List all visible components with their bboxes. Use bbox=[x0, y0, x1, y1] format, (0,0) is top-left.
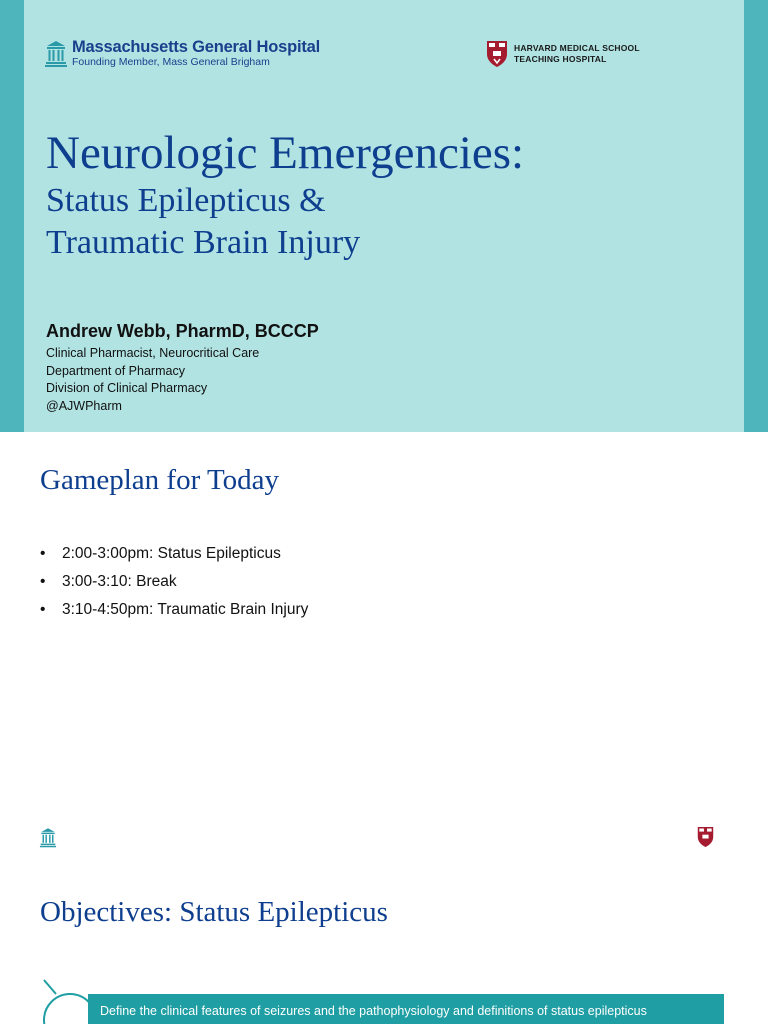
hms-line-2: TEACHING HOSPITAL bbox=[514, 54, 607, 64]
affiliation-line: Department of Pharmacy bbox=[46, 363, 185, 378]
affiliation-line: Division of Clinical Pharmacy bbox=[46, 381, 208, 395]
mgh-name: Massachusetts General Hospital bbox=[72, 38, 321, 56]
circle-connector-icon bbox=[36, 976, 96, 1024]
hms-logo bbox=[486, 40, 640, 68]
list-item-text: 3:00-3:10: Break bbox=[62, 573, 177, 590]
bullet-icon: • bbox=[40, 601, 46, 618]
gameplan-slide bbox=[0, 432, 768, 864]
title-slide bbox=[0, 0, 768, 432]
mgh-subtitle: Founding Member, Mass General Brigham bbox=[72, 56, 270, 68]
bullet-icon: • bbox=[40, 573, 46, 590]
objective-text: Define the clinical features of seizures and the pathophysiology and definitions of status epilepticus bbox=[100, 1004, 647, 1018]
author-name: Andrew Webb, PharmD, BCCCP bbox=[46, 321, 319, 341]
bullet-icon: • bbox=[40, 545, 46, 562]
list-item bbox=[40, 568, 308, 596]
harvard-shield-icon bbox=[486, 40, 508, 68]
slide-title: Neurologic Emergencies: bbox=[46, 127, 525, 179]
mgh-logo bbox=[45, 38, 320, 69]
list-item-text: 2:00-3:00pm: Status Epilepticus bbox=[62, 545, 281, 562]
slide-title: Objectives: Status Epilepticus bbox=[40, 896, 388, 928]
slide-subtitle bbox=[46, 180, 360, 264]
bullet-list bbox=[40, 540, 308, 624]
affiliation-line: Clinical Pharmacist, Neurocritical Care bbox=[46, 346, 260, 360]
subtitle-line-1: Status Epilepticus & bbox=[46, 182, 326, 219]
objective-banner bbox=[88, 994, 724, 1024]
twitter-handle: @AJWPharm bbox=[46, 398, 122, 413]
list-item bbox=[40, 540, 308, 568]
objectives-slide bbox=[0, 864, 768, 1024]
hospital-building-icon bbox=[39, 826, 57, 848]
subtitle-line-2: Traumatic Brain Injury bbox=[46, 224, 361, 261]
hms-line-1: HARVARD MEDICAL SCHOOL bbox=[514, 43, 640, 53]
list-item bbox=[40, 596, 308, 624]
hospital-building-icon bbox=[45, 38, 67, 68]
list-item-text: 3:10-4:50pm: Traumatic Brain Injury bbox=[62, 601, 309, 618]
author-affiliations bbox=[46, 345, 259, 415]
harvard-shield-icon bbox=[697, 826, 714, 848]
slide-title: Gameplan for Today bbox=[40, 464, 280, 496]
